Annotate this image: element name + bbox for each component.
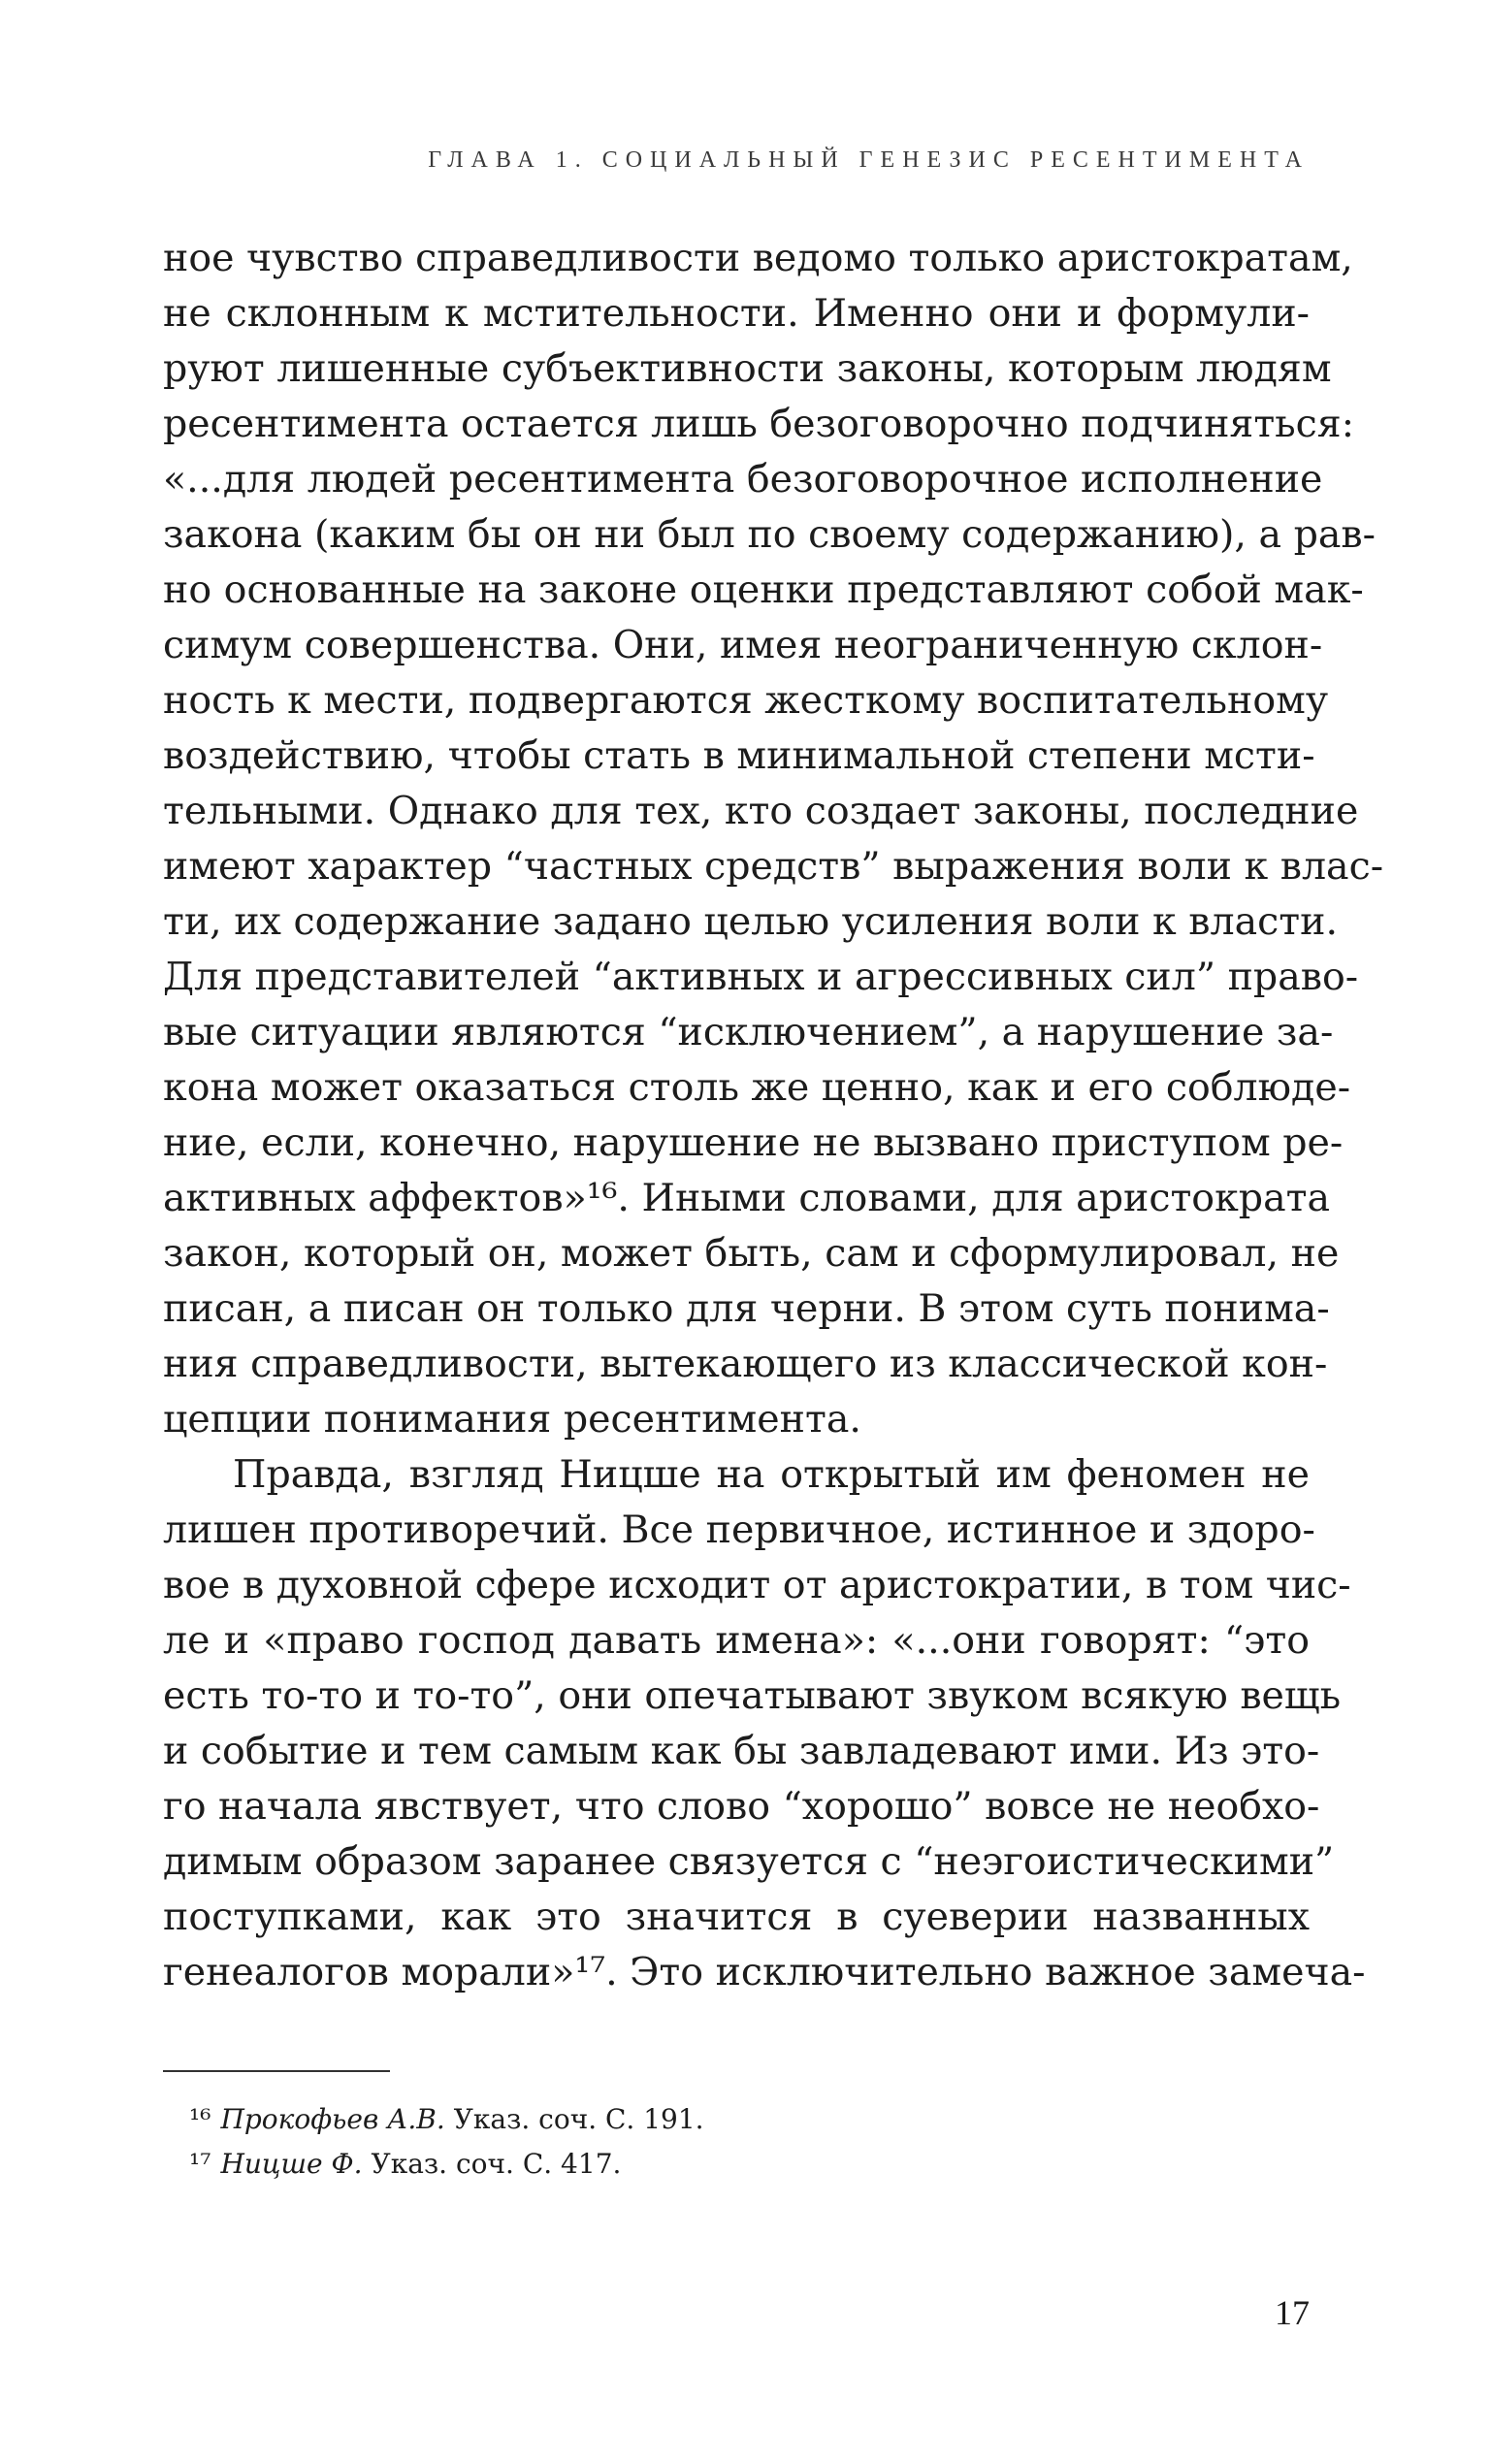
text-line: ти, их содержание задано целью усиления воли к власти. (163, 899, 1339, 944)
text-line: имеют характер “частных средств” выражения воли к влас- (163, 844, 1384, 889)
text-line: вое в духовной сфере исходит от аристократии, в том чис- (163, 1563, 1351, 1607)
text-line: ние, если, конечно, нарушение не вызвано приступом ре- (163, 1120, 1344, 1165)
text-line: закон, который он, может быть, сам и сформулировал, не (163, 1231, 1340, 1276)
text-line: писан, а писан он только для черни. В этом суть понима- (163, 1286, 1330, 1331)
text-line: тельными. Однако для тех, кто создает законы, последние (163, 789, 1359, 833)
text-line: ле и «право господ давать имена»: «...они говорят: “это (163, 1618, 1310, 1663)
text-line: симум совершенства. Они, имея неограниченную склон- (163, 623, 1323, 667)
text-line: поступками, как это значится в суеверии названных (163, 1895, 1310, 1939)
text-line: ния справедливости, вытекающего из классической кон- (163, 1342, 1328, 1386)
text-line: есть то-то и то-то”, они опечатывают звуком всякую вещь (163, 1673, 1342, 1718)
text-line: лишен противоречий. Все первичное, истинное и здоро- (163, 1508, 1315, 1552)
body-text (163, 231, 1384, 2000)
paragraph (163, 231, 1384, 1447)
text-line: руют лишенные субъективности законы, которым людям (163, 346, 1332, 391)
text-line: Правда, взгляд Ницше на открытый им феномен не (233, 1452, 1310, 1497)
page-number: 17 (1275, 2293, 1310, 2332)
footnotes (189, 2097, 704, 2187)
footnote-separator (163, 2070, 390, 2072)
text-line: кона может оказаться столь же ценно, как и его соблюде- (163, 1065, 1351, 1110)
text-line: димым образом заранее связуется с “неэгоистическими” (163, 1839, 1335, 1884)
footnote-author: Ницше Ф. (220, 2148, 363, 2180)
footnote-number: ¹⁶ (189, 2103, 211, 2135)
footnote-author: Прокофьев А.В. (220, 2103, 445, 2135)
text-line: Для представителей “активных и агрессивных сил” право- (163, 955, 1359, 999)
text-line: закона (каким бы он ни был по своему содержанию), а рав- (163, 512, 1377, 557)
text-line: ное чувство справедливости ведомо только аристократам, (163, 236, 1353, 280)
text-line: цепции понимания ресентимента. (163, 1397, 861, 1442)
text-line: генеалогов морали»¹⁷. Это исключительно важное замеча- (163, 1950, 1366, 1994)
footnote-number: ¹⁷ (189, 2148, 211, 2180)
text-line: активных аффектов»¹⁶. Иными словами, для аристократа (163, 1176, 1331, 1220)
text-line: «...для людей ресентимента безоговорочное исполнение (163, 457, 1323, 502)
paragraph (163, 1447, 1366, 2000)
text-line: воздействию, чтобы стать в минимальной степени мсти- (163, 733, 1315, 778)
footnote-text: Указ. соч. С. 417. (371, 2148, 622, 2180)
text-line: не склонным к мстительности. Именно они и формули- (163, 291, 1310, 336)
text-line: го начала явствует, что слово “хорошо” вовсе не необхо- (163, 1784, 1320, 1829)
footnote (189, 2142, 704, 2187)
footnote-text: Указ. соч. С. 191. (453, 2103, 704, 2135)
text-line: и событие и тем самым как бы завладевают ими. Из это- (163, 1729, 1320, 1773)
text-line: ность к мести, подвергаются жесткому воспитательному (163, 678, 1329, 723)
footnote (189, 2097, 704, 2142)
text-line: вые ситуации являются “исключением”, а нарушение за- (163, 1010, 1334, 1054)
text-line: но основанные на законе оценки представляют собой мак- (163, 567, 1364, 612)
text-line: ресентимента остается лишь безоговорочно подчиняться: (163, 402, 1355, 446)
running-head: ГЛАВА 1. СОЦИАЛЬНЫЙ ГЕНЕЗИС РЕСЕНТИМЕНТА (428, 147, 1310, 173)
